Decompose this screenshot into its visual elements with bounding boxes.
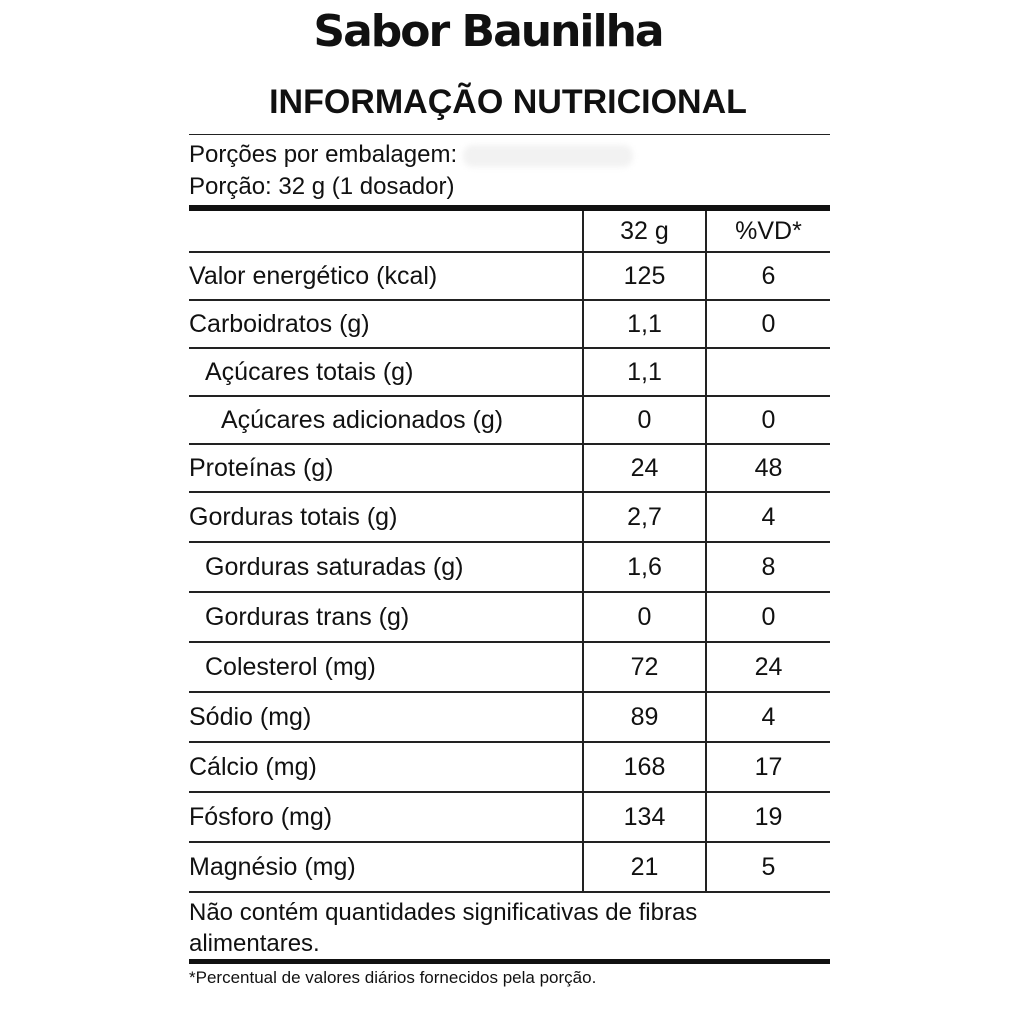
nutrient-name: Valor energético (kcal) bbox=[189, 252, 583, 300]
table-header-row bbox=[189, 211, 830, 252]
header-vd: %VD* bbox=[706, 211, 830, 252]
nutrient-name: Cálcio (mg) bbox=[189, 742, 583, 792]
nutrient-qty: 89 bbox=[583, 692, 706, 742]
nutrient-qty: 125 bbox=[583, 252, 706, 300]
table-row bbox=[189, 300, 830, 348]
flavor-title: Sabor Baunilha bbox=[313, 6, 663, 57]
table-row bbox=[189, 252, 830, 300]
table-row bbox=[189, 348, 830, 396]
nutrient-name: Gorduras saturadas (g) bbox=[189, 542, 583, 592]
table-row bbox=[189, 642, 830, 692]
nutrient-vd: 8 bbox=[706, 542, 830, 592]
nutrient-qty: 1,1 bbox=[583, 300, 706, 348]
table-row bbox=[189, 542, 830, 592]
nutrient-name: Sódio (mg) bbox=[189, 692, 583, 742]
nutrient-qty: 0 bbox=[583, 592, 706, 642]
nutrient-qty: 21 bbox=[583, 842, 706, 892]
panel-title: INFORMAÇÃO NUTRICIONAL bbox=[269, 83, 747, 121]
nutrient-qty: 134 bbox=[583, 792, 706, 842]
vd-footnote: *Percentual de valores diários fornecidos pela porção. bbox=[189, 968, 597, 987]
table-row bbox=[189, 396, 830, 444]
table-row bbox=[189, 692, 830, 742]
table-row bbox=[189, 792, 830, 842]
nutrient-vd: 4 bbox=[706, 692, 830, 742]
nutrient-vd: 0 bbox=[706, 300, 830, 348]
nutrient-name: Açúcares adicionados (g) bbox=[189, 396, 583, 444]
nutrient-qty: 2,7 bbox=[583, 492, 706, 542]
nutrient-name: Carboidratos (g) bbox=[189, 300, 583, 348]
nutrient-qty: 168 bbox=[583, 742, 706, 792]
nutrient-name: Proteínas (g) bbox=[189, 444, 583, 492]
fiber-note: Não contém quantidades significativas de fibras alimentares. bbox=[189, 899, 698, 957]
nutrient-name: Gorduras totais (g) bbox=[189, 492, 583, 542]
table-row bbox=[189, 444, 830, 492]
nutrient-name: Açúcares totais (g) bbox=[189, 348, 583, 396]
nutrient-vd: 24 bbox=[706, 642, 830, 692]
nutrient-name: Magnésio (mg) bbox=[189, 842, 583, 892]
nutrition-table bbox=[189, 211, 830, 893]
table-row bbox=[189, 842, 830, 892]
nutrient-qty: 0 bbox=[583, 396, 706, 444]
nutrient-qty: 1,6 bbox=[583, 542, 706, 592]
header-qty: 32 g bbox=[583, 211, 706, 252]
table-row bbox=[189, 492, 830, 542]
nutrient-name: Fósforo (mg) bbox=[189, 792, 583, 842]
nutrient-vd: 6 bbox=[706, 252, 830, 300]
nutrient-vd: 0 bbox=[706, 592, 830, 642]
nutrient-vd: 48 bbox=[706, 444, 830, 492]
nutrient-name: Gorduras trans (g) bbox=[189, 592, 583, 642]
serving-info bbox=[189, 135, 830, 205]
nutrient-qty: 1,1 bbox=[583, 348, 706, 396]
nutrient-name: Colesterol (mg) bbox=[189, 642, 583, 692]
nutrient-vd bbox=[706, 348, 830, 396]
nutrition-label bbox=[189, 134, 830, 990]
nutrient-vd: 4 bbox=[706, 492, 830, 542]
header-empty-cell bbox=[189, 211, 583, 252]
nutrient-qty: 72 bbox=[583, 642, 706, 692]
table-row bbox=[189, 742, 830, 792]
redacted-value bbox=[463, 145, 633, 167]
portions-per-package: Porções por embalagem: bbox=[189, 141, 458, 168]
nutrient-vd: 5 bbox=[706, 842, 830, 892]
portion-size: Porção: 32 g (1 dosador) bbox=[189, 173, 455, 200]
nutrient-vd: 19 bbox=[706, 792, 830, 842]
nutrient-vd: 0 bbox=[706, 396, 830, 444]
table-row bbox=[189, 592, 830, 642]
nutrient-qty: 24 bbox=[583, 444, 706, 492]
nutrient-vd: 17 bbox=[706, 742, 830, 792]
